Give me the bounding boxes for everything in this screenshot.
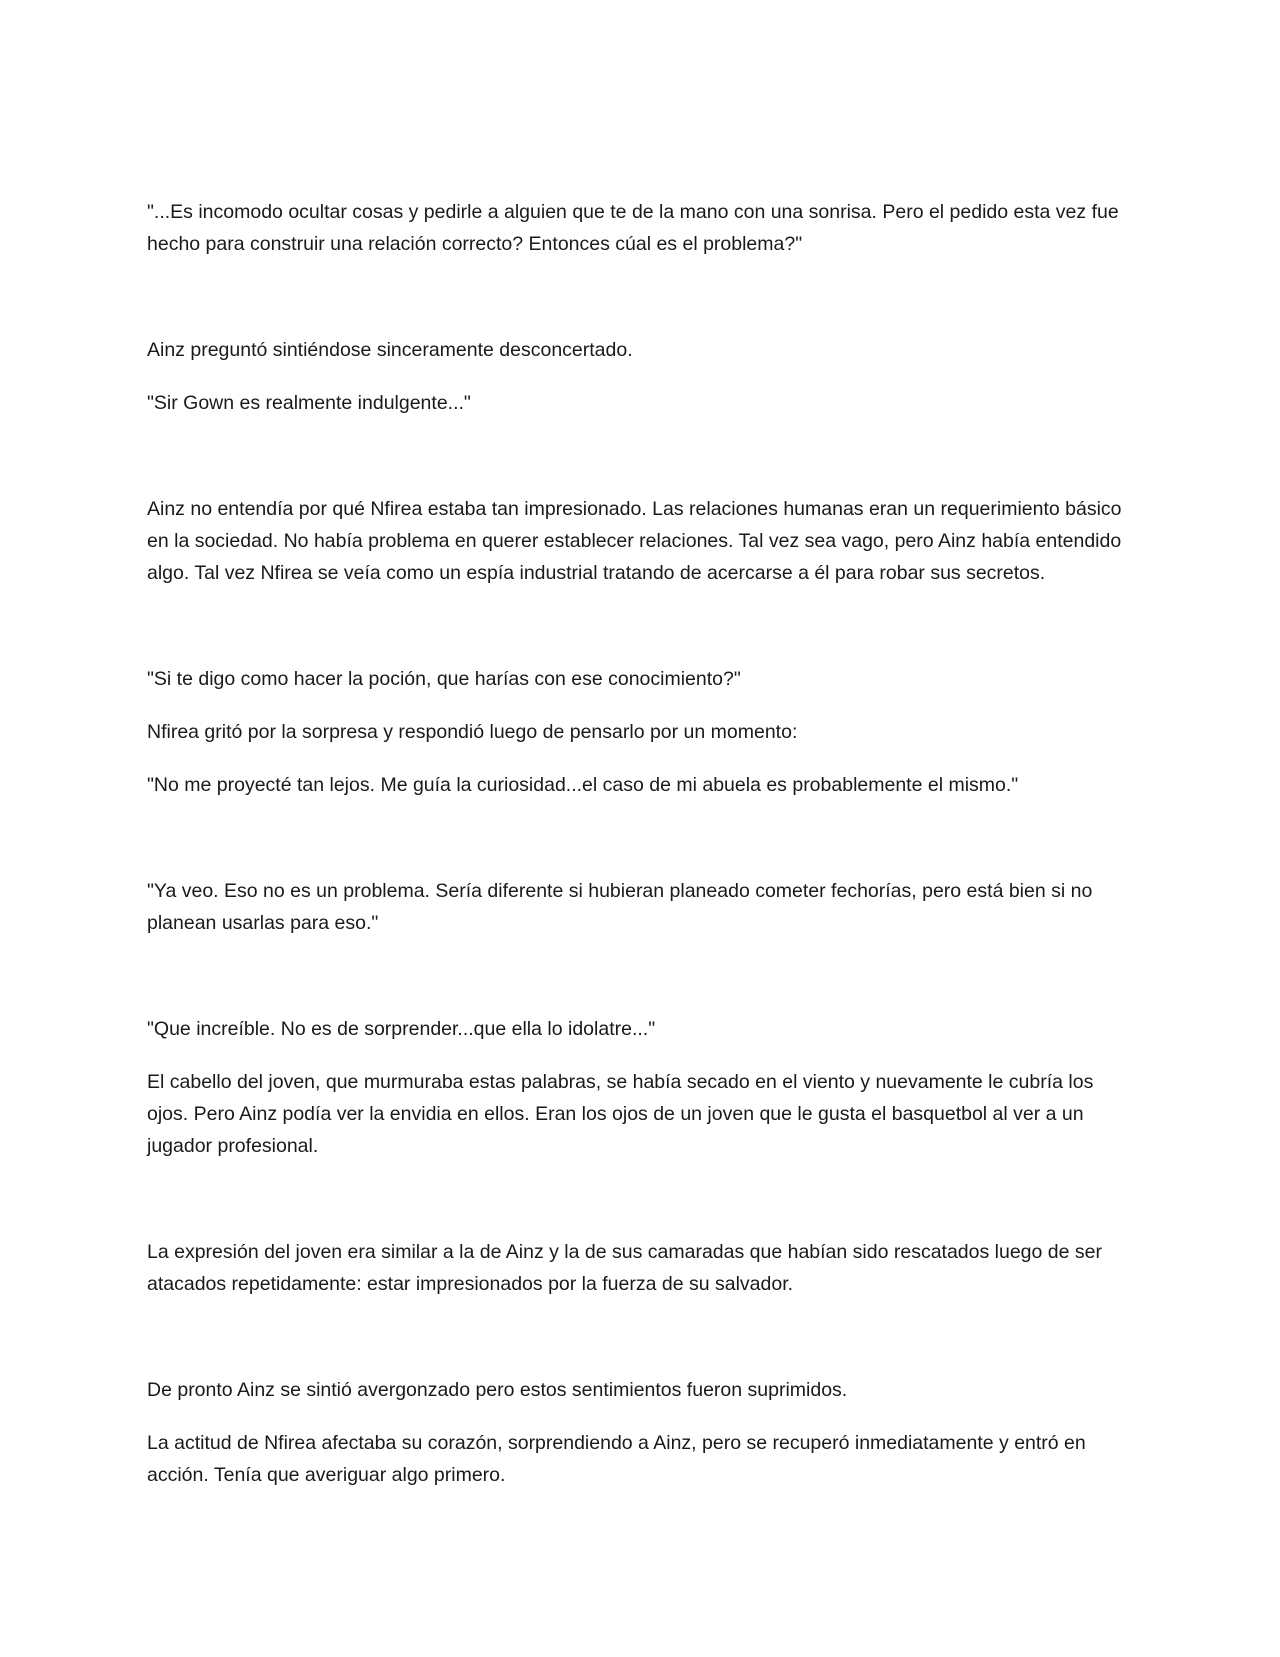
document-body [147,196,1132,1491]
paragraph-11: La expresión del joven era similar a la de Ainz y la de sus camaradas que habían sido rescatados luego de ser atacados repetidamente: estar impresionados por la fuerza de su salvador. [147,1241,1102,1295]
paragraph-12: De pronto Ainz se sintió avergonzado pero estos sentimientos fueron suprimidos. [147,1379,848,1401]
paragraph-7: "No me proyecté tan lejos. Me guía la curiosidad...el caso de mi abuela es probablemente el mismo." [147,774,1019,796]
paragraph-13: La actitud de Nfirea afectaba su corazón, sorprendiendo a Ainz, pero se recuperó inmediatamente y entró en acción. Tenía que averiguar algo primero. [147,1432,1086,1486]
paragraph-10: El cabello del joven, que murmuraba estas palabras, se había secado en el viento y nuevamente le cubría los ojos. Pero Ainz podía ver la envidia en ellos. Eran los ojos de un joven que le gusta el basquetbol al ver a un jugador profesional. [147,1071,1094,1157]
paragraph-2: Ainz preguntó sintiéndose sinceramente desconcertado. [147,339,633,361]
paragraph-6: Nfirea gritó por la sorpresa y respondió luego de pensarlo por un momento: [147,721,798,743]
paragraph-8: "Ya veo. Eso no es un problema. Sería diferente si hubieran planeado cometer fechorías, pero está bien si no planean usarlas para eso." [147,880,1093,934]
paragraph-5: "Si te digo como hacer la poción, que harías con ese conocimiento?" [147,668,741,690]
paragraph-3: "Sir Gown es realmente indulgente..." [147,392,471,414]
paragraph-4: Ainz no entendía por qué Nfirea estaba tan impresionado. Las relaciones humanas eran un requerimiento básico en la sociedad. No había problema en querer establecer relaciones. Tal vez sea vago, pero Ainz había entendido algo. Tal vez Nfirea se veía como un espía industrial tratando de acercarse a él para robar sus secretos. [147,498,1122,584]
paragraph-1: "...Es incomodo ocultar cosas y pedirle a alguien que te de la mano con una sonrisa. Pero el pedido esta vez fue hecho para construir una relación correcto? Entonces cúal es el problema?" [147,201,1119,255]
paragraph-9: "Que increíble. No es de sorprender...que ella lo idolatre..." [147,1018,656,1040]
